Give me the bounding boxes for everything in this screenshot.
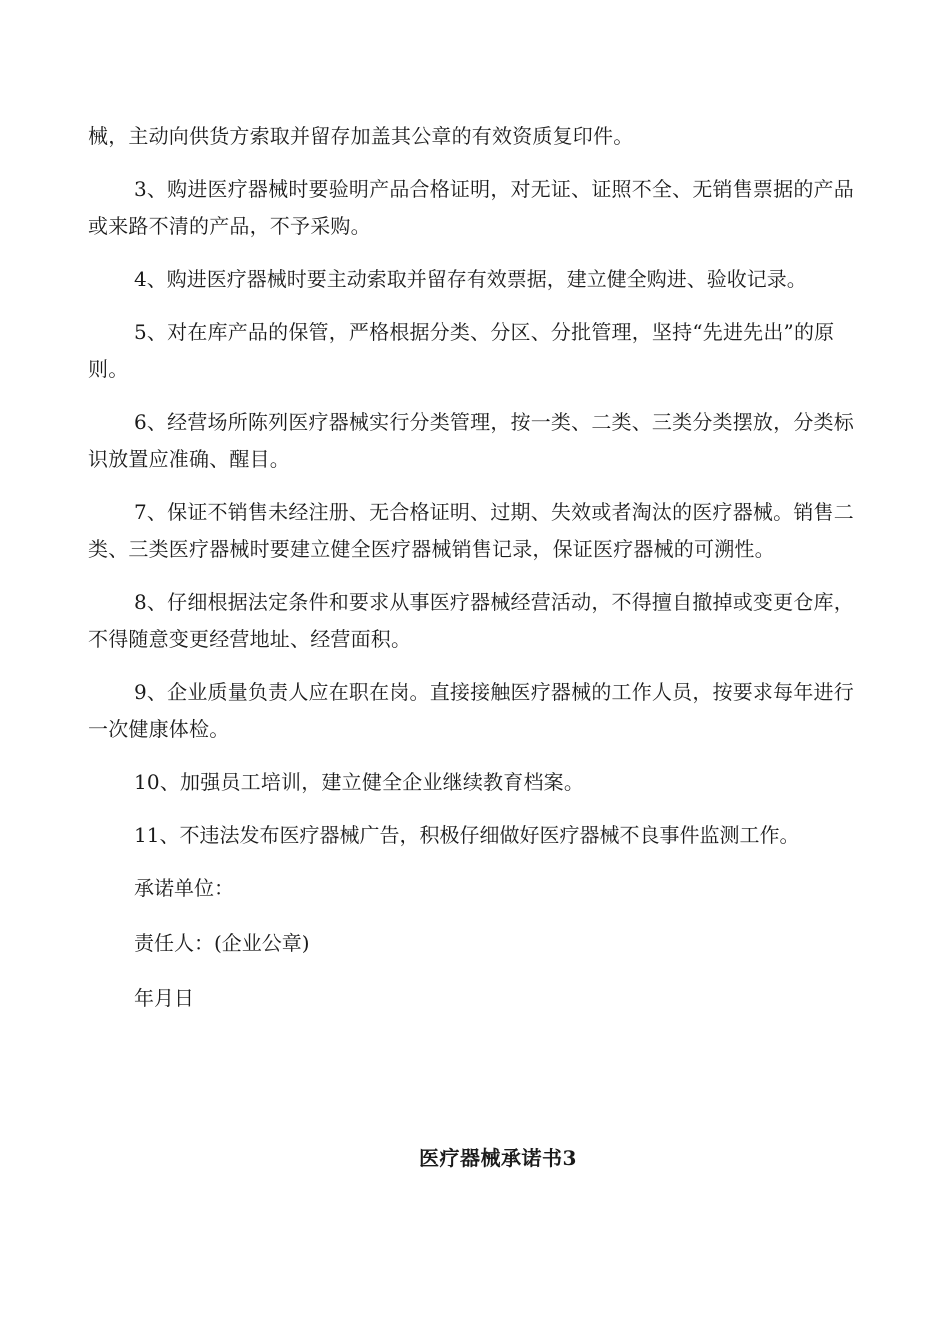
paragraph-item-9: 9、企业质量负责人应在职在岗。直接接触医疗器械的工作人员，按要求每年进行一次健康体检。 bbox=[88, 680, 854, 741]
paragraph-item-7: 7、保证不销售未经注册、无合格证明、过期、失效或者淘汰的医疗器械。销售二类、三类医疗器械时要建立健全医疗器械销售记录，保证医疗器械的可溯性。 bbox=[88, 500, 854, 561]
document-body bbox=[88, 118, 874, 1035]
paragraph-item-10: 10、加强员工培训，建立健全企业继续教育档案。 bbox=[134, 770, 585, 794]
paragraph-item-4: 4、购进医疗器械时要主动索取并留存有效票据，建立健全购进、验收记录。 bbox=[134, 267, 807, 291]
paragraph-item-6: 6、经营场所陈列医疗器械实行分类管理，按一类、二类、三类分类摆放，分类标识放置应准确、醒目。 bbox=[88, 410, 854, 471]
paragraph-item-11: 11、不违法发布医疗器械广告，积极仔细做好医疗器械不良事件监测工作。 bbox=[134, 823, 800, 847]
paragraph-item-3: 3、购进医疗器械时要验明产品合格证明，对无证、证照不全、无销售票据的产品或来路不清的产品，不予采购。 bbox=[88, 177, 854, 238]
next-document-title: 医疗器械承诺书3 bbox=[419, 1146, 577, 1170]
signoff-date: 年月日 bbox=[134, 986, 194, 1010]
signoff-person: 责任人：(企业公章) bbox=[134, 931, 310, 955]
signoff-unit: 承诺单位： bbox=[134, 876, 234, 900]
paragraph-continuation: 械，主动向供货方索取并留存加盖其公章的有效资质复印件。 bbox=[88, 124, 634, 148]
paragraph-item-8: 8、仔细根据法定条件和要求从事医疗器械经营活动，不得擅自撤掉或变更仓库，不得随意变更经营地址、经营面积。 bbox=[88, 590, 854, 651]
paragraph-item-5: 5、对在库产品的保管，严格根据分类、分区、分批管理，坚持“先进先出”的原则。 bbox=[88, 320, 835, 381]
